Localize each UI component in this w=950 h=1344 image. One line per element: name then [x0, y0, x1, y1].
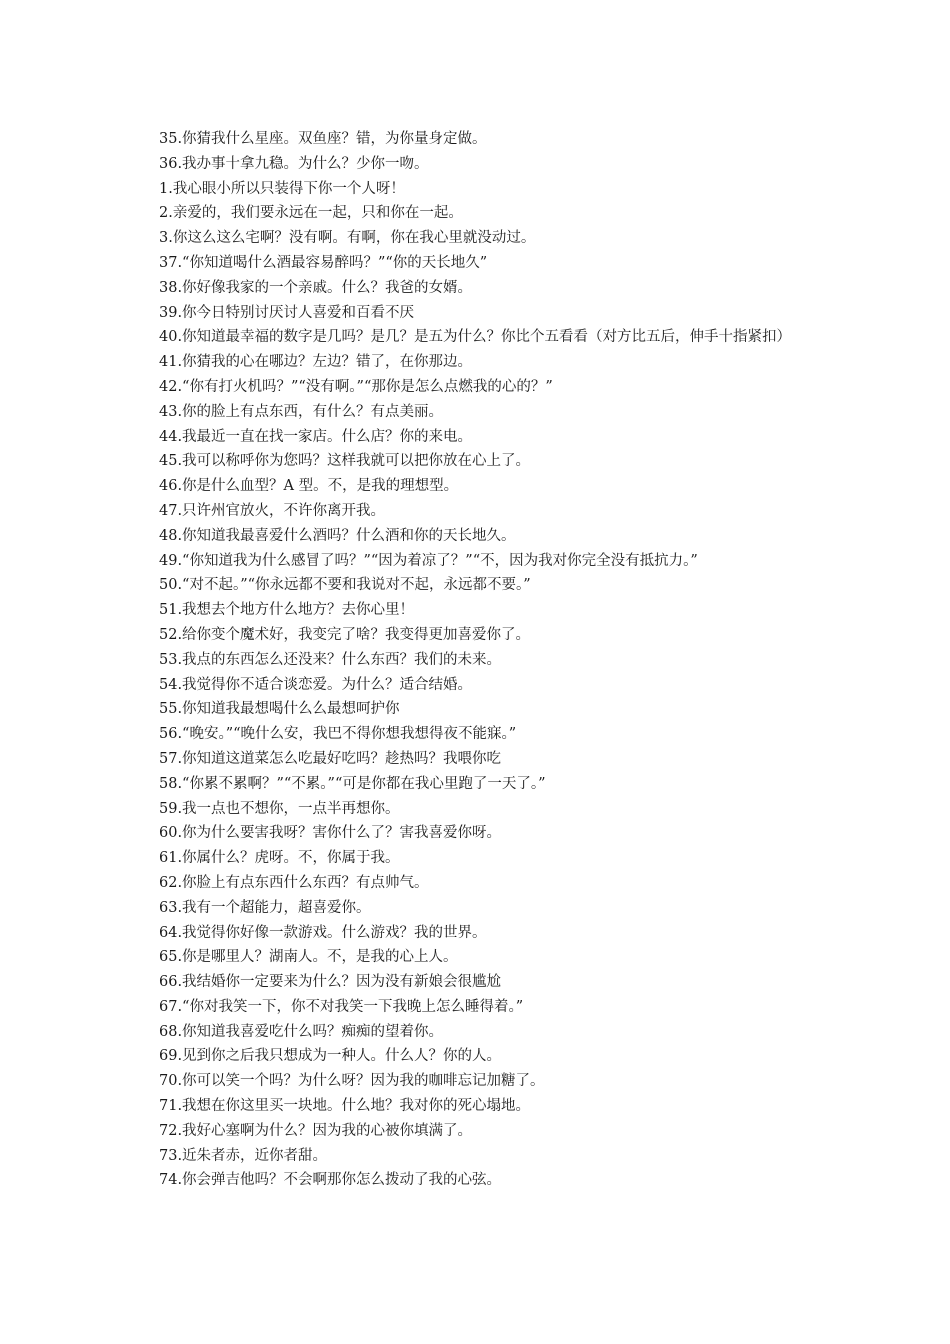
text-line: 69.见到你之后我只想成为一种人。什么人？你的人。	[159, 1048, 502, 1065]
text-line: 39.你今日特别讨厌讨人喜爱和百看不厌	[159, 304, 415, 321]
text-line: 48.你知道我最喜爱什么酒吗？什么酒和你的天长地久。	[159, 527, 516, 544]
text-line: 51.我想去个地方什么地方？去你心里！	[159, 602, 415, 619]
text-line: 35.你猜我什么星座。双鱼座？错，为你量身定做。	[159, 131, 487, 147]
text-line: 54.我觉得你不适合谈恋爱。为什么？适合结婚。	[159, 676, 473, 693]
text-line: 58.“你累不累啊？”“不累。”“可是你都在我心里跑了一天了。”	[159, 775, 546, 792]
text-line: 63.我有一个超能力，超喜爱你。	[159, 899, 371, 916]
text-line: 46.你是什么血型？A 型。不，是我的理想型。	[159, 478, 459, 495]
text-line: 73.近朱者赤，近你者甜。	[159, 1147, 328, 1164]
document-body	[145, 127, 820, 1193]
text-line: 68.你知道我喜爱吃什么吗？痴痴的望着你。	[159, 1023, 444, 1040]
text-line: 44.我最近一直在找一家店。什么店？你的来电。	[159, 428, 473, 445]
text-line: 50.“对不起。”“你永远都不要和我说对不起，永远都不要。”	[159, 577, 531, 594]
text-line: 49.“你知道我为什么感冒了吗？”“因为着凉了？”“不，因为我对你完全没有抵抗力。”	[159, 552, 698, 569]
text-line: 40.你知道最幸福的数字是几吗？是几？是五为什么？你比个五看看（对方比五后，伸手十指紧扣）	[159, 329, 792, 346]
text-line: 1.我心眼小所以只装得下你一个人呀！	[159, 180, 405, 197]
text-line: 74.你会弹吉他吗？不会啊那你怎么拨动了我的心弦。	[159, 1172, 502, 1189]
text-line: 62.你脸上有点东西什么东西？有点帅气。	[159, 874, 429, 891]
text-line: 53.我点的东西怎么还没来？什么东西？我们的未来。	[159, 651, 502, 668]
text-line: 64.我觉得你好像一款游戏。什么游戏？我的世界。	[159, 924, 487, 941]
text-line: 41.你猜我的心在哪边？左边？错了，在你那边。	[159, 354, 473, 371]
text-line: 36.我办事十拿九稳。为什么？少你一吻。	[159, 155, 429, 172]
text-line: 65.你是哪里人？湖南人。不，是我的心上人。	[159, 949, 458, 966]
text-line: 59.我一点也不想你，一点半再想你。	[159, 800, 400, 817]
text-line: 38.你好像我家的一个亲戚。什么？我爸的女婿。	[159, 279, 473, 296]
text-line: 57.你知道这道菜怎么吃最好吃吗？趁热吗？我喂你吃	[159, 750, 502, 767]
text-line: 42.“你有打火机吗？”“没有啊。”“那你是怎么点燃我的心的？”	[159, 378, 553, 395]
text-line: 47.只许州官放火，不许你离开我。	[159, 502, 386, 519]
text-line: 61.你属什么？虎呀。不，你属于我。	[159, 850, 400, 867]
text-line: 72.我好心塞啊为什么？因为我的心被你填满了。	[159, 1122, 473, 1139]
text-line: 60.你为什么要害我呀？害你什么了？害我喜爱你呀。	[159, 825, 502, 842]
text-line: 71.我想在你这里买一块地。什么地？我对你的死心塌地。	[159, 1098, 531, 1115]
text-line: 70.你可以笑一个吗？为什么呀？因为我的咖啡忘记加糖了。	[159, 1073, 545, 1090]
text-line: 52.给你变个魔术好，我变完了啥？我变得更加喜爱你了。	[159, 626, 531, 643]
text-line: 45.我可以称呼你为您吗？这样我就可以把你放在心上了。	[159, 453, 531, 470]
text-line: 2.亲爱的，我们要永远在一起，只和你在一起。	[159, 205, 463, 222]
text-line: 66.我结婚你一定要来为什么？因为没有新娘会很尴尬	[159, 974, 502, 991]
text-line: 56.“晚安。”“晚什么安，我巴不得你想我想得夜不能寐。”	[159, 726, 517, 743]
text-line: 55.你知道我最想喝什么么最想呵护你	[159, 701, 400, 718]
text-line: 37.“你知道喝什么酒最容易醉吗？”“你的天长地久”	[159, 254, 488, 271]
text-line: 67.“你对我笑一下，你不对我笑一下我晚上怎么睡得着。”	[159, 998, 524, 1015]
text-line: 43.你的脸上有点东西，有什么？有点美丽。	[159, 403, 444, 420]
text-line: 3.你这么这么宅啊？没有啊。有啊，你在我心里就没动过。	[159, 230, 536, 247]
